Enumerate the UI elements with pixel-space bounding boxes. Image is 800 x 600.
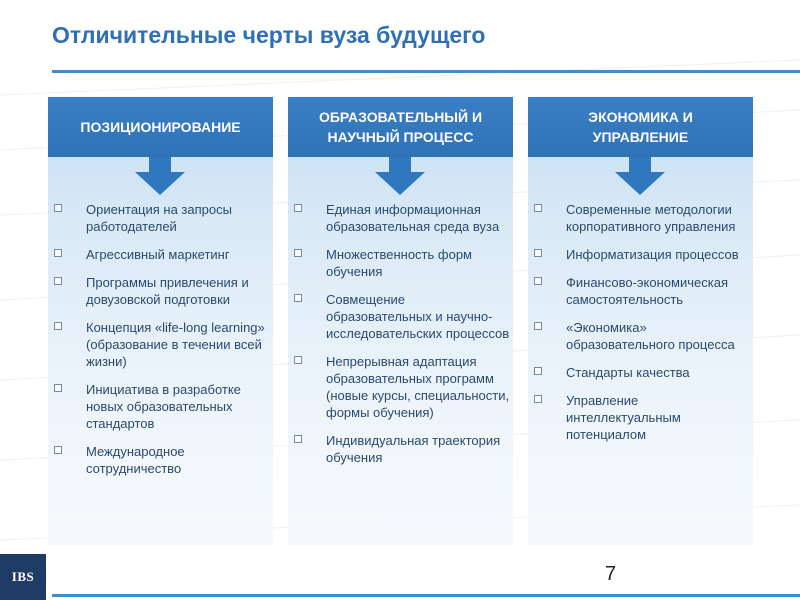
list-item-text: Финансово-экономическая самостоятельность: [566, 275, 728, 307]
list-item: [48, 319, 273, 370]
list-item: [288, 291, 513, 342]
feature-list: [48, 201, 273, 488]
checkbox-bullet-icon: [534, 322, 542, 330]
checkbox-bullet-icon: [54, 277, 62, 285]
list-item: [48, 246, 273, 263]
list-item: [288, 353, 513, 421]
checkbox-bullet-icon: [294, 435, 302, 443]
checkbox-bullet-icon: [54, 322, 62, 330]
list-item-text: Программы привлечения и довузовской подготовки: [86, 275, 249, 307]
checkbox-bullet-icon: [294, 204, 302, 212]
list-item-text: Концепция «life-long learning» (образование в течении всей жизни): [86, 320, 265, 369]
column-header: ОБРАЗОВАТЕЛЬНЫЙ И НАУЧНЫЙ ПРОЦЕСС: [288, 97, 513, 157]
list-item: [48, 274, 273, 308]
checkbox-bullet-icon: [534, 367, 542, 375]
list-item: [48, 443, 273, 477]
list-item: [288, 432, 513, 466]
list-item: [288, 246, 513, 280]
checkbox-bullet-icon: [54, 204, 62, 212]
feature-list: [288, 201, 513, 477]
company-logo: IBS: [0, 554, 46, 600]
list-item: [288, 201, 513, 235]
list-item-text: Множественность форм обучения: [326, 247, 472, 279]
down-arrow-icon: [135, 157, 185, 195]
checkbox-bullet-icon: [294, 294, 302, 302]
list-item-text: Стандарты качества: [566, 365, 690, 380]
footer-rule: [52, 594, 800, 597]
checkbox-bullet-icon: [54, 446, 62, 454]
column-economics-management: [528, 97, 753, 545]
checkbox-bullet-icon: [54, 249, 62, 257]
checkbox-bullet-icon: [534, 204, 542, 212]
list-item: [528, 201, 753, 235]
page-number: 7: [605, 563, 617, 585]
slide-title: Отличительные черты вуза будущего: [52, 22, 486, 48]
down-arrow-icon: [375, 157, 425, 195]
list-item: [528, 319, 753, 353]
checkbox-bullet-icon: [534, 277, 542, 285]
column-educational-process: [288, 97, 513, 545]
column-positioning: [48, 97, 273, 545]
list-item: [48, 201, 273, 235]
list-item-text: Ориентация на запросы работодателей: [86, 202, 232, 234]
checkbox-bullet-icon: [534, 249, 542, 257]
title-underline: [52, 70, 800, 73]
list-item: [528, 274, 753, 308]
checkbox-bullet-icon: [294, 249, 302, 257]
checkbox-bullet-icon: [54, 384, 62, 392]
list-item-text: Индивидуальная траектория обучения: [326, 433, 501, 465]
list-item: [528, 392, 753, 443]
list-item-text: Современные методологии корпоративного управления: [566, 202, 736, 234]
list-item: [528, 246, 753, 263]
checkbox-bullet-icon: [534, 395, 542, 403]
list-item-text: Международное сотрудничество: [86, 444, 185, 476]
column-header: ЭКОНОМИКА И УПРАВЛЕНИЕ: [528, 97, 753, 157]
checkbox-bullet-icon: [294, 356, 302, 364]
list-item-text: Совмещение образовательных и научно-исследовательских процессов: [326, 292, 510, 341]
feature-list: [528, 201, 753, 454]
down-arrow-icon: [615, 157, 665, 195]
list-item: [528, 364, 753, 381]
list-item-text: Управление интеллектуальным потенциалом: [566, 393, 681, 442]
column-header: ПОЗИЦИОНИРОВАНИЕ: [48, 97, 273, 157]
list-item: [48, 381, 273, 432]
list-item-text: Непрерывная адаптация образовательных программ (новые курсы, специальности, формы обучения): [326, 354, 510, 420]
list-item-text: Агрессивный маркетинг: [86, 247, 230, 262]
list-item-text: Единая информационная образовательная среда вуза: [326, 202, 500, 234]
list-item-text: «Экономика» образовательного процесса: [566, 320, 735, 352]
list-item-text: Информатизация процессов: [566, 247, 739, 262]
list-item-text: Инициатива в разработке новых образовательных стандартов: [86, 382, 241, 431]
